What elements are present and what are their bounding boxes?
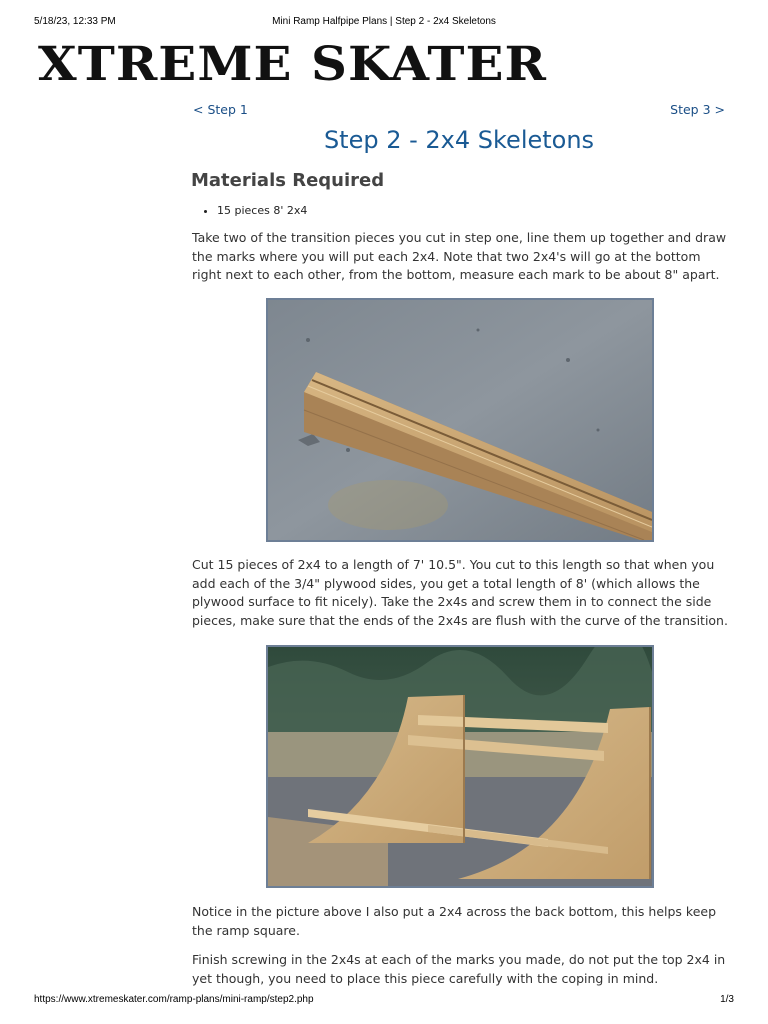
print-footer	[0, 994, 768, 1008]
instruction-paragraph: Cut 15 pieces of 2x4 to a length of 7' 10.5". You cut to this length so that when you add each of the 3/4" plywood sides, you get a total length of 8' (which allows the plywood surface to fit nicely). Take the 2x4s and screw them in to connect the side pieces, make sure that the ends of the 2x4s are flush with the curve of the transition.	[192, 557, 728, 628]
materials-heading: Materials Required	[191, 170, 385, 191]
materials-list	[193, 203, 307, 219]
prev-step-link[interactable]: < Step 1	[193, 102, 248, 117]
ramp-skeleton-photo	[266, 645, 654, 888]
page-number: 1/3	[720, 994, 734, 1005]
transition-pieces-photo	[266, 298, 654, 542]
print-datetime: 5/18/23, 12:33 PM	[34, 16, 116, 27]
site-logo[interactable]: XTREME SKATER	[38, 37, 547, 92]
page-url: https://www.xtremeskater.com/ramp-plans/mini-ramp/step2.php	[34, 994, 314, 1005]
print-header	[0, 16, 768, 30]
print-page-title: Mini Ramp Halfpipe Plans | Step 2 - 2x4 Skeletons	[272, 16, 496, 27]
page-title: Step 2 - 2x4 Skeletons	[323, 126, 595, 154]
instruction-paragraph: Notice in the picture above I also put a 2x4 across the back bottom, this helps keep the ramp square.	[192, 904, 717, 938]
instruction-paragraph: Take two of the transition pieces you cut in step one, line them up together and draw the marks where you will put each 2x4. Note that two 2x4's will go at the bottom right next to each other, from the bottom, measure each mark to be about 8" apart.	[192, 230, 727, 282]
next-step-link[interactable]: Step 3 >	[670, 102, 725, 117]
instruction-paragraph: Finish screwing in the 2x4s at each of the marks you made, do not put the top 2x4 in yet though, you need to place this piece carefully with the coping in mind.	[192, 952, 726, 986]
list-item: • 15 pieces 8' 2x4	[217, 203, 307, 219]
